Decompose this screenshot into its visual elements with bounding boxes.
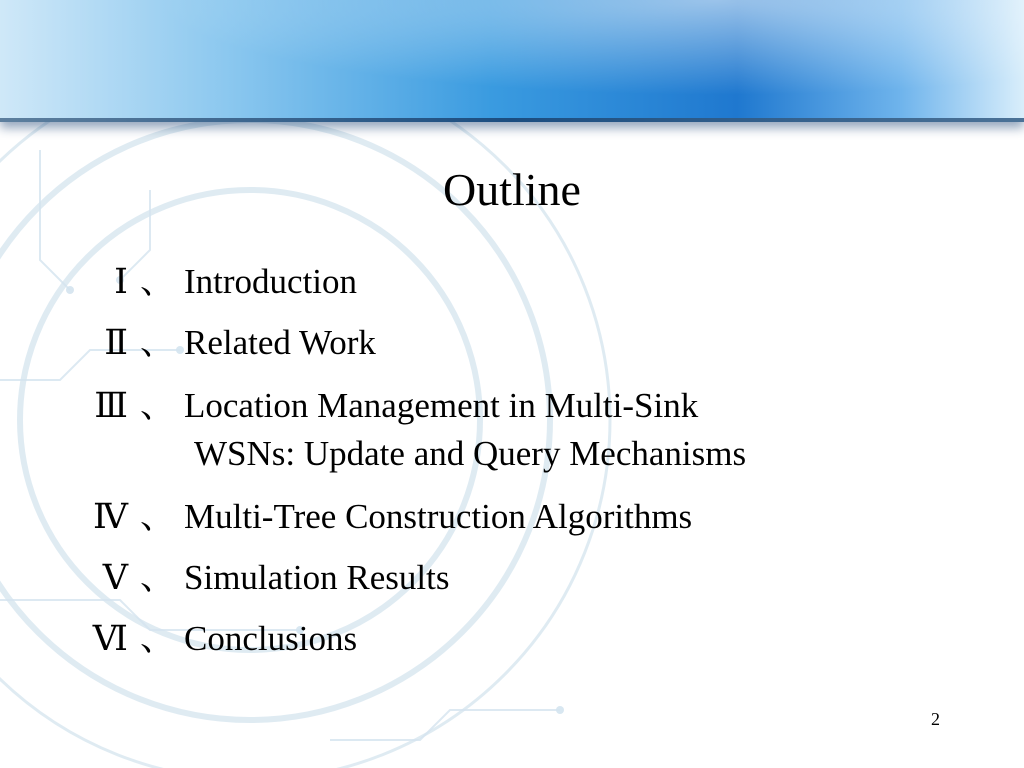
outline-item — [0, 619, 1024, 659]
outline-label-continuation: WSNs: Update and Query Mechanisms — [194, 434, 747, 473]
outline-separator: 、 — [140, 619, 176, 658]
outline-item — [0, 262, 1024, 302]
outline-item — [0, 323, 1024, 363]
outline-separator: 、 — [140, 262, 176, 301]
outline-label: Introduction — [184, 262, 358, 301]
outline-numeral: Ⅲ — [94, 386, 128, 425]
outline-separator: 、 — [140, 386, 176, 425]
outline-numeral: Ⅱ — [104, 323, 128, 362]
outline-separator: 、 — [140, 558, 176, 597]
outline-numeral: Ⅵ — [92, 619, 128, 658]
outline-numeral: Ⅴ — [102, 558, 128, 597]
outline-item — [0, 386, 1024, 426]
outline-numeral: Ⅳ — [93, 497, 128, 536]
slide-title: Outline — [443, 164, 581, 215]
outline-label: Location Management in Multi-Sink — [184, 386, 699, 425]
outline-label: Conclusions — [184, 619, 358, 658]
outline-separator: 、 — [140, 323, 176, 362]
outline-item — [0, 558, 1024, 598]
outline-item — [0, 497, 1024, 537]
outline-label: Simulation Results — [184, 558, 450, 597]
outline-label: Multi-Tree Construction Algorithms — [184, 497, 693, 536]
outline-numeral: Ⅰ — [114, 262, 128, 301]
outline-label: Related Work — [184, 323, 376, 362]
page-number: 2 — [931, 709, 940, 729]
outline-separator: 、 — [140, 497, 176, 536]
